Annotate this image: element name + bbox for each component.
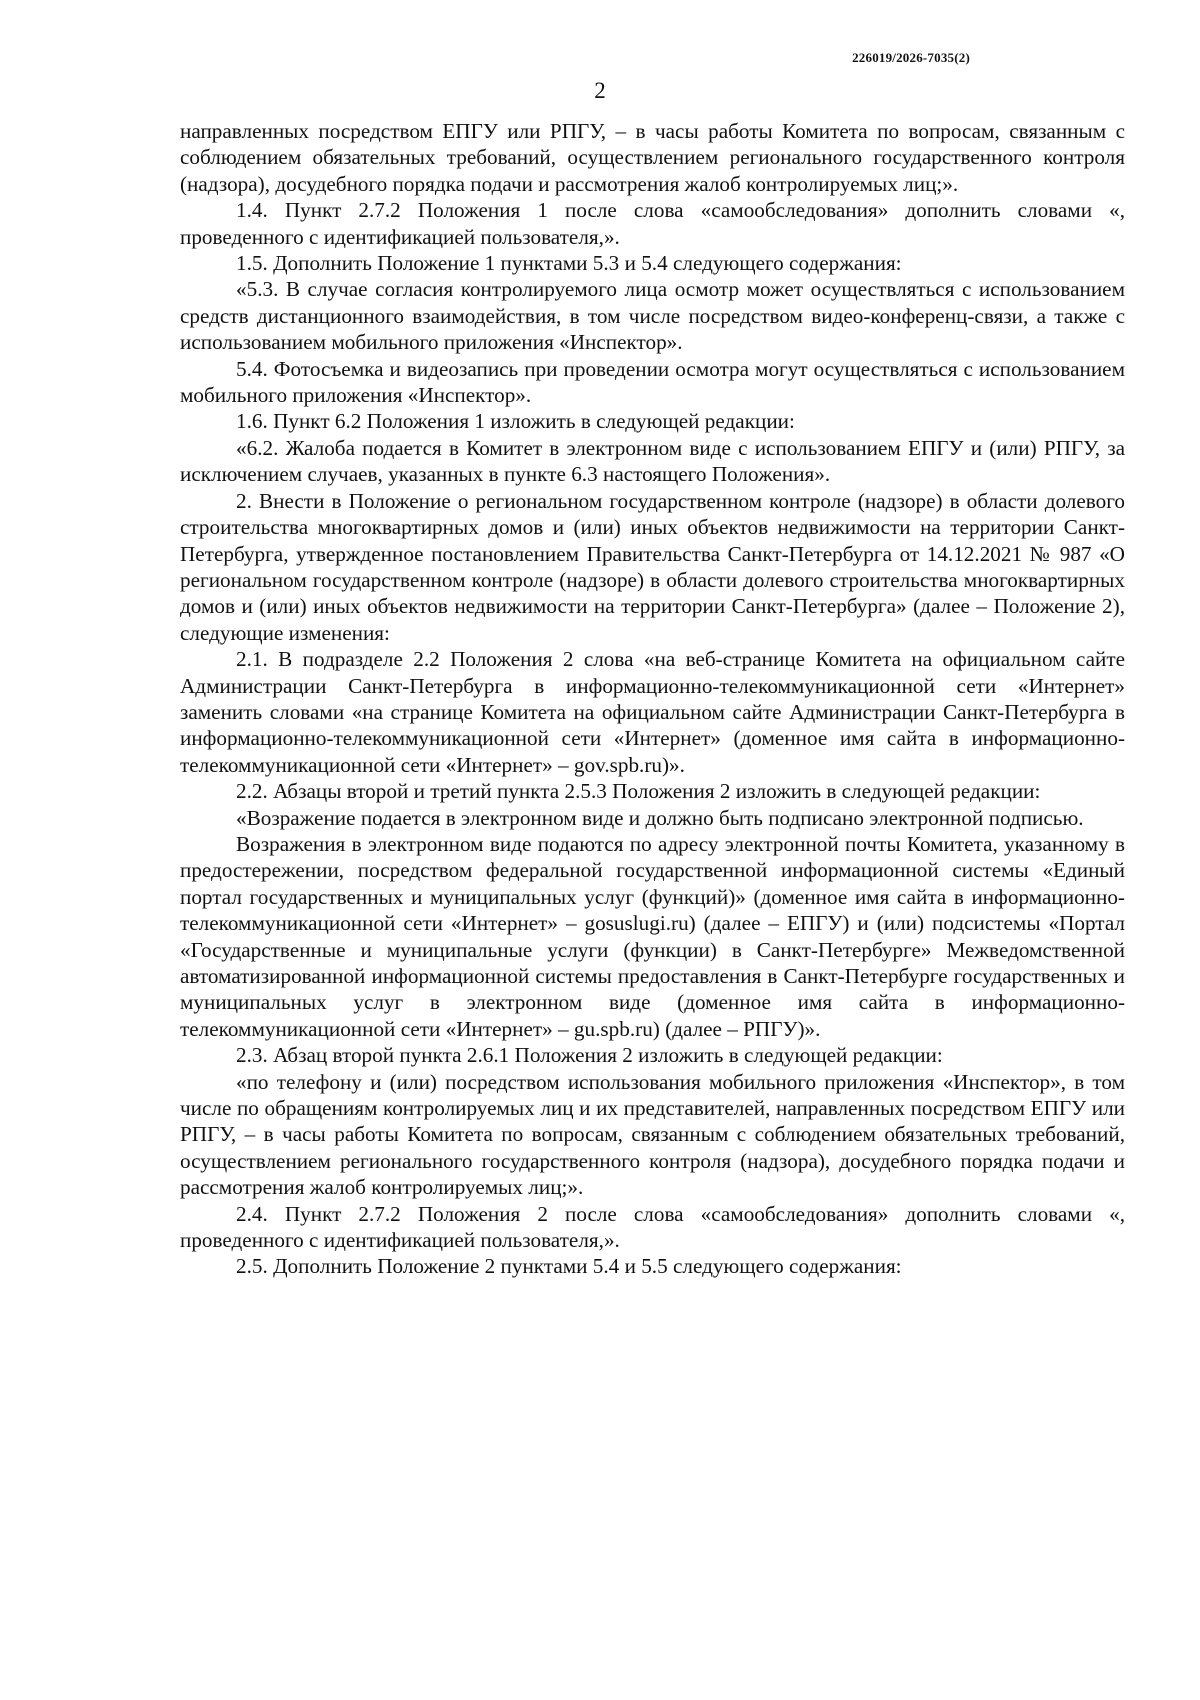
paragraph: 1.5. Дополнить Положение 1 пунктами 5.3 и 5.4 следующего содержания:: [236, 251, 902, 276]
paragraph: «5.3. В случае согласия контролируемого лица осмотр может осуществляться с использованием средств дистанционного взаимодействия, в том числе посредством видео-конференц-связи, а также с использованием мобильного приложения «Инспектор».: [180, 277, 1125, 355]
paragraph: Возражения в электронном виде подаются по адресу электронной почты Комитета, указанному в предостережении, посредством федеральной государственной информационной системы «Единый портал государственных и муниципальных услуг (функций)» (доменное имя сайта в информационно-телекоммуникационной сети «Интернет» – gosuslugi.ru) (далее – ЕПГУ) и (или) подсистемы «Портал «Государственные и муниципальные услуги (функции) в Санкт-Петербурге» Межведомственной автоматизированной информационной системы предоставления в Санкт-Петербурге государственных и муниципальных услуг в электронном виде (доменное имя сайта в информационно-телекоммуникационной сети «Интернет» – gu.spb.ru) (далее – РПГУ)».: [180, 831, 1125, 1041]
paragraph: 2.3. Абзац второй пункта 2.6.1 Положения 2 изложить в следующей редакции:: [236, 1043, 943, 1068]
paragraph: 1.6. Пункт 6.2 Положения 1 изложить в следующей редакции:: [236, 409, 795, 434]
paragraph: 2.1. В подразделе 2.2 Положения 2 слова «на веб-странице Комитета на официальном сайте Администрации Санкт-Петербурга в информационно-телекоммуникационной сети «Интернет» заменить словами «на странице Комитета на официальном сайте Администрации Санкт-Петербурга в информационно-телекоммуникационной сети «Интернет» (доменное имя сайта в информационно-телекоммуникационной сети «Интернет» – gov.spb.ru)».: [180, 647, 1125, 777]
paragraph: направленных посредством ЕПГУ или РПГУ, – в часы работы Комитета по вопросам, связанным с соблюдением обязательных требований, осуществлением регионального государственного контроля (надзора), досудебного порядка подачи и рассмотрения жалоб контролируемых лиц;».: [180, 119, 1125, 196]
paragraph: 5.4. Фотосъемка и видеозапись при проведении осмотра могут осуществляться с использованием мобильного приложения «Инспектор».: [180, 356, 1125, 408]
document-body: [180, 118, 1125, 1280]
paragraph: 2.4. Пункт 2.7.2 Положения 2 после слова «самообследования» дополнить словами «, проведенного с идентификацией пользователя,».: [180, 1201, 1125, 1253]
paragraph: 1.4. Пункт 2.7.2 Положения 1 после слова «самообследования» дополнить словами «, проведенного с идентификацией пользователя,».: [180, 198, 1125, 249]
paragraph: «по телефону и (или) посредством использования мобильного приложения «Инспектор», в том числе по обращениям контролируемых лиц и их представителей, направленных посредством ЕПГУ или РПГУ, – в часы работы Комитета по вопросам, связанным с соблюдением обязательных требований, осуществлением регионального государственного контроля (надзора), досудебного порядка подачи и рассмотрения жалоб контролируемых лиц;».: [180, 1069, 1125, 1200]
page-number: 2: [594, 78, 606, 103]
paragraph: 2.5. Дополнить Положение 2 пунктами 5.4 и 5.5 следующего содержания:: [236, 1254, 902, 1279]
paragraph: «Возражение подается в электронном виде и должно быть подписано электронной подписью.: [236, 805, 1084, 830]
paragraph: 2.2. Абзацы второй и третий пункта 2.5.3 Положения 2 изложить в следующей редакции:: [236, 779, 1041, 804]
paragraph: 2. Внести в Положение о региональном государственном контроле (надзоре) в области долевого строительства многоквартирных домов и (или) иных объектов недвижимости на территории Санкт-Петербурга, утвержденное постановлением Правительства Санкт-Петербурга от 14.12.2021 № 987 «О региональном государственном контроле (надзоре) в области долевого строительства многоквартирных домов и (или) иных объектов недвижимости на территории Санкт-Петербурга» (далее – Положение 2), следующие изменения:: [180, 488, 1125, 645]
document-registration-number: 226019/2026-7035(2): [852, 50, 970, 65]
paragraph: «6.2. Жалоба подается в Комитет в электронном виде с использованием ЕПГУ и (или) РПГУ, за исключением случаев, указанных в пункте 6.3 настоящего Положения».: [180, 435, 1125, 487]
